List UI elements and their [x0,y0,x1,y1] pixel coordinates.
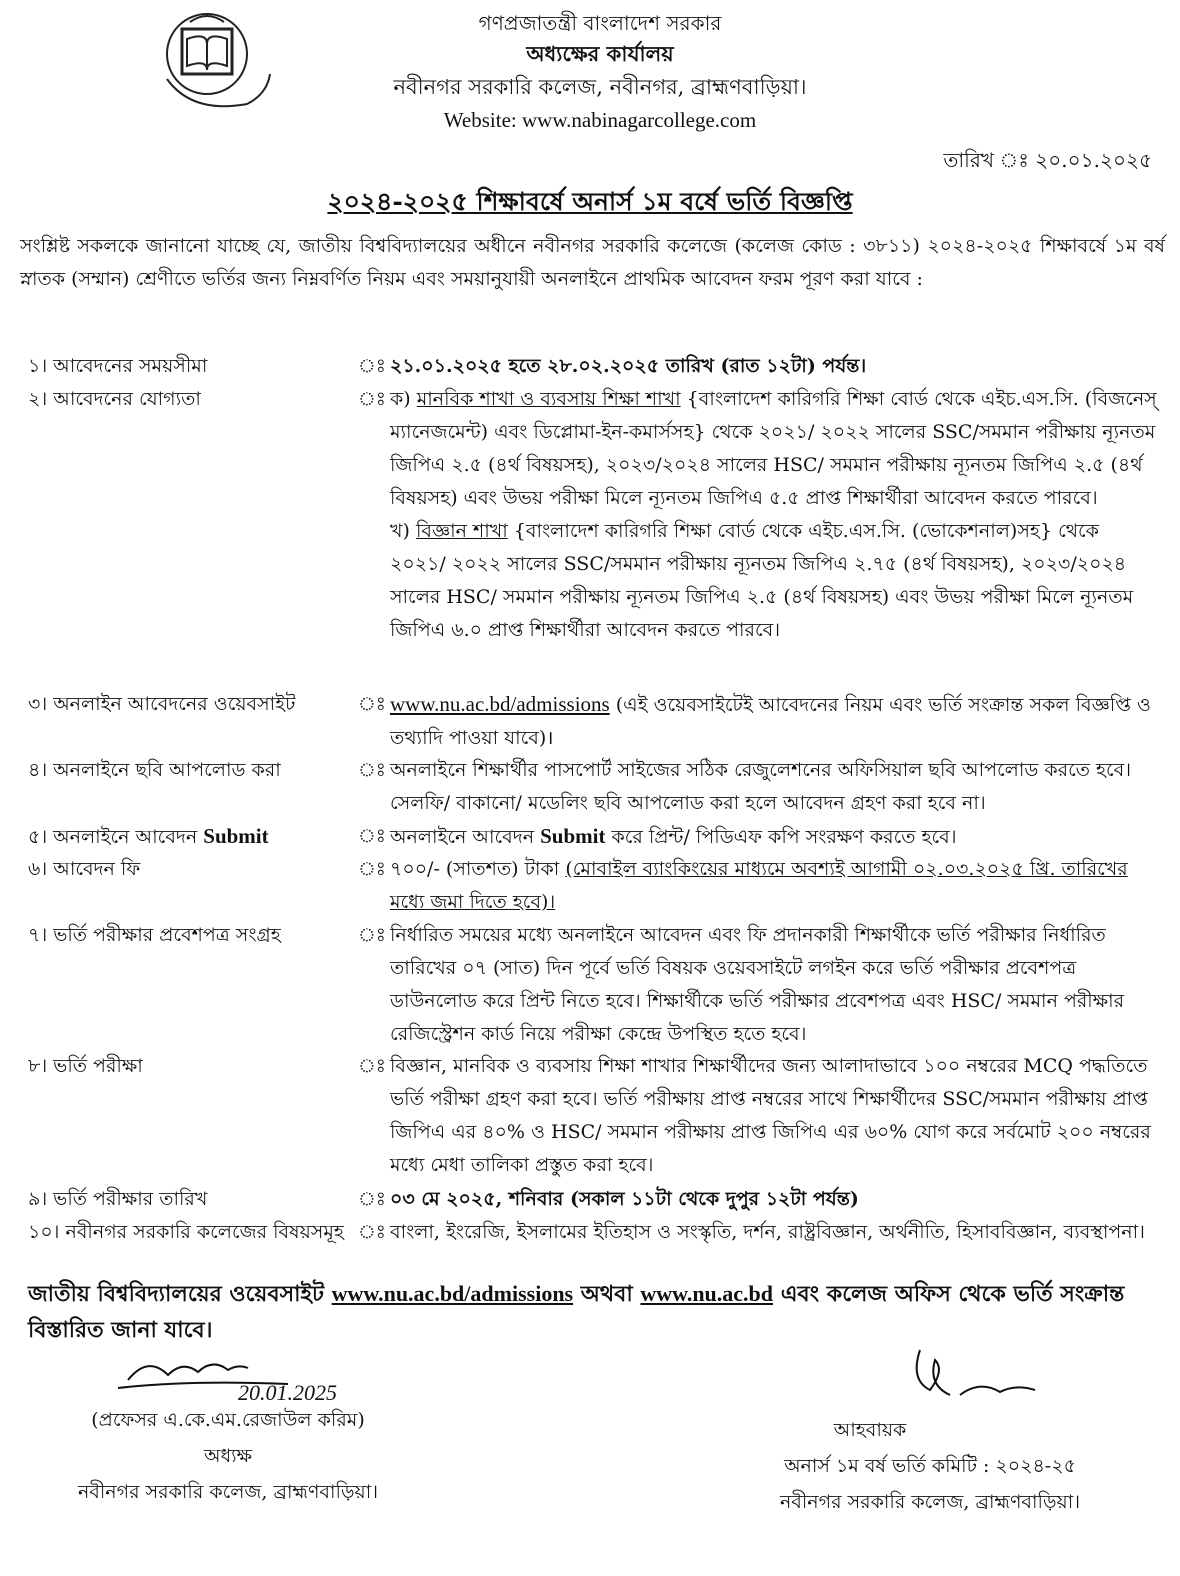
item-label: ৬। আবেদন ফি [28,858,141,880]
item-label: ৩। অনলাইন আবেদনের ওয়েবসাইট [28,693,296,715]
principal-signature-icon [88,1350,368,1402]
item-value: বাংলা, ইংরেজি, ইসলামের ইতিহাস ও সংস্কৃতি, দর্শন, রাষ্ট্রবিজ্ঞান, অর্থনীতি, হিসাববিজ্ঞান, ব্যবস্থাপনা। [390,1221,1145,1243]
item-label: ৮। ভর্তি পরীক্ষা [28,1055,143,1077]
item-colon: ঃ [358,355,386,377]
college-address: নবীনগর সরকারি কলেজ, নবীনগর, ব্রাহ্মণবাড়িয়া। [393,75,807,99]
submit-value-bold: Submit [540,824,606,848]
item-value: বিজ্ঞান, মানবিক ও ব্যবসায় শিক্ষা শাখার শিক্ষার্থীদের জন্য আলাদাভাবে ১০০ নম্বরের MCQ পদ্ধতিতে ভর্তি পরীক্ষা গ্রহণ করা হবে। ভর্তি পরীক্ষায় প্রাপ্ত নম্বরের সাথে শিক্ষার্থীদের SSC/সমমান পরীক্ষায় প্রাপ্ত জিপিএ এর ৪০% ও HSC/ সমমান পরীক্ষায় প্রাপ্ত জিপিএ এর ৬০% যোগ করে সর্বমোট ২০০ নম্বরের মধ্যে মেধা তালিকা প্রস্তুত করা হবে। [390,1055,1151,1176]
fee-amount: ৭০০/- (সাতশত) টাকা [390,858,566,880]
submit-value-prefix: অনলাইনে আবেদন [390,826,541,848]
item-label: ৯। ভর্তি পরীক্ষার তারিখ [28,1188,208,1210]
item-value: অনলাইনে শিক্ষার্থীর পাসপোর্ট সাইজের সঠিক রেজুলেশনের অফিসিয়াল ছবি আপলোড করতে হবে। সেলফি/ বাকানো/ মডেলিং ছবি আপলোড করা হলে আবেদন গ্রহণ করা হবে না। [390,759,1132,814]
notice-title [0,182,1180,225]
office-line: অধ্যক্ষের কার্যালয় [526,41,674,66]
nu-home-link[interactable]: www.nu.ac.bd [640,1281,774,1306]
convener-role: আহবায়ক [833,1419,907,1441]
signature-date: 20.01.2025 [238,1380,337,1402]
item-label: ২। আবেদনের যোগ্যতা [28,388,201,410]
item-label: ১০। নবীনগর সরকারি কলেজের বিষয়সমূহ [28,1221,344,1243]
committee-org: নবীনগর সরকারি কলেজ, ব্রাহ্মণবাড়িয়া। [779,1491,1081,1513]
principal-designation: অধ্যক্ষ [203,1445,252,1467]
item-value: ০৩ মে ২০২৫, শনিবার (সকাল ১১টা থেকে দুপুর ১২টা পর্যন্ত) [390,1188,859,1210]
eligibility-humanities-commerce [390,383,1160,515]
fee-deadline-note: (মোবাইল ব্যাংকিংয়ের মাধ্যমে অবশ্যই আগামী ০২.০৩.২০২৫ খ্রি. তারিখের মধ্যে জমা দিতে হবে)। [390,858,1128,913]
notice-title-text: ২০২৪-২০২৫ শিক্ষাবর্ষে অনার্স ১ম বর্ষে ভর্তি বিজ্ঞপ্তি [327,187,853,216]
item-value [390,820,1160,854]
committee-name: অনার্স ১ম বর্ষ ভর্তি কমিটি : ২০২৪-২৫ [784,1455,1076,1477]
item-value: ২১.০১.২০২৫ হতে ২৮.০২.২০২৫ তারিখ (রাত ১২টা) পর্যন্ত। [390,355,867,377]
college-logo-icon [152,4,282,124]
eligibility-b-head: বিজ্ঞান শাখা [415,520,508,542]
item-label [28,820,348,854]
item-value: নির্ধারিত সময়ের মধ্যে অনলাইনে আবেদন এবং ফি প্রদানকারী শিক্ষার্থীকে ভর্তি পরীক্ষার নির্ধারিত তারিখের ০৭ (সাত) দিন পূর্বে ভর্তি বিষয়ক ওয়েবসাইটে লগইন করে ভর্তি পরীক্ষার প্রবেশপত্র ডাউনলোড করে প্রিন্ট নিতে হবে। শিক্ষার্থীকে ভর্তি পরীক্ষার প্রবেশপত্র এবং HSC/ সমমান পরীক্ষার রেজিস্ট্রেশন কার্ড নিয়ে পরীক্ষা কেন্দ্রে উপস্থিত হতে হবে। [390,924,1125,1045]
item-value [390,688,1160,755]
item-colon: ঃ [358,759,386,781]
footer-note-part2: অথবা [573,1281,641,1307]
item-colon: ঃ [358,1055,386,1077]
principal-signature-block [28,1350,428,1510]
eligibility-b-body: {বাংলাদেশ কারিগরি শিক্ষা বোর্ড থেকে এইচ.এস.সি. (ভোকেশনাল)সহ} থেকে ২০২১/ ২০২২ সালের SSC/সমমান পরীক্ষায় ন্যূনতম জিপিএ ২.৭৫ (৪র্থ বিষয়সহ), ২০২৩/২০২৪ সালের HSC/ সমমান পরীক্ষায় ন্যূনতম জিপিএ ২.৫ (৪র্থ বিষয়সহ) এবং উভয় পরীক্ষা মিলে ন্যূনতম জিপিএ ৬.০ প্রাপ্ত শিক্ষার্থীরা আবেদন করতে পারবে। [390,520,1134,641]
convener-signature-icon [810,1340,1050,1412]
principal-name: (প্রফেসর এ.কে.এম.রেজাউল করিম) [91,1409,365,1431]
item-value [390,383,1160,647]
website-line: Website: www.nabinagarcollege.com [443,108,757,132]
intro-paragraph: সংশ্লিষ্ট সকলকে জানানো যাচ্ছে যে, জাতীয় বিশ্ববিদ্যালয়ের অধীনে নবীনগর সরকারি কলেজে (কলেজ কোড : ৩৮১১) ২০২৪-২০২৫ শিক্ষাবর্ষে ১ম বর্ষ স্নাতক (সম্মান) শ্রেণীতে ভর্তির জন্য নিম্নবর্ণিত নিয়ম এবং সময়ানুযায়ী অনলাইনে প্রাথমিক আবেদন ফরম পূরণ করা যাবে : [20,235,1165,290]
item-colon: ঃ [358,1221,386,1243]
eligibility-science [390,515,1160,647]
nu-admissions-link-footer[interactable]: www.nu.ac.bd/admissions [331,1281,574,1306]
nu-admissions-link[interactable]: www.nu.ac.bd/admissions [390,692,610,716]
submit-label-bold: Submit [203,824,269,848]
notice-date: তারিখ ঃ ২০.০১.২০২৫ [943,148,1152,172]
item-label: ১। আবেদনের সময়সীমা [28,355,208,377]
website-note: (এই ওয়েবসাইটেই আবেদনের নিয়ম এবং ভর্তি সংক্রান্ত সকল বিজ্ঞপ্তি ও তথ্যাদি পাওয়া যাবে)। [390,694,1151,749]
letterhead [300,8,900,136]
item-colon: ঃ [358,693,386,715]
item-label: ৪। অনলাইনে ছবি আপলোড করা [28,759,281,781]
submit-value-rest: করে প্রিন্ট/ পিডিএফ কপি সংরক্ষণ করতে হবে। [605,826,957,848]
eligibility-a-head: মানবিক শাখা ও ব্যবসায় শিক্ষা শাখা [416,388,681,410]
item-colon: ঃ [358,1188,386,1210]
eligibility-a-prefix: ক) [390,388,417,410]
committee-signature-block [720,1340,1140,1520]
item-value [390,853,1160,919]
item-label: ৭। ভর্তি পরীক্ষার প্রবেশপত্র সংগ্রহ [28,924,281,946]
submit-label-prefix: ৫। অনলাইনে আবেদন [28,826,204,848]
footer-note [28,1276,1158,1348]
principal-org: নবীনগর সরকারি কলেজ, ব্রাহ্মণবাড়িয়া। [77,1481,379,1503]
item-colon: ঃ [358,924,386,946]
item-colon: ঃ [358,858,386,880]
footer-note-part1: জাতীয় বিশ্ববিদ্যালয়ের ওয়েবসাইট [28,1281,332,1307]
eligibility-b-prefix: খ) [390,520,416,542]
govt-line: গণপ্রজাতন্ত্রী বাংলাদেশ সরকার [478,11,722,35]
item-colon: ঃ [358,388,386,410]
eligibility-a-body: {বাংলাদেশ কারিগরি শিক্ষা বোর্ড থেকে এইচ.এস.সি. (বিজনেস্ ম্যানেজমেন্ট) এবং ডিপ্লোমা-ইন-কমার্সসহ} থেকে ২০২১/ ২০২২ সালের SSC/সমমান পরীক্ষায় ন্যূনতম জিপিএ ২.৫ (৪র্থ বিষয়সহ), ২০২৩/২০২৪ সালের HSC/ সমমান পরীক্ষায় ন্যূনতম জিপিএ ২.৫ (৪র্থ বিষয়সহ) এবং উভয় পরীক্ষা মিলে ন্যূনতম জিপিএ ৫.৫ প্রাপ্ত শিক্ষার্থীরা আবেদন করতে পারবে। [390,388,1157,509]
footer-note-part3: এবং কলেজ অফিস থেকে ভর্তি সংক্রান্ত বিস্তারিত জানা যাবে। [28,1281,1125,1343]
item-colon: ঃ [358,825,386,847]
